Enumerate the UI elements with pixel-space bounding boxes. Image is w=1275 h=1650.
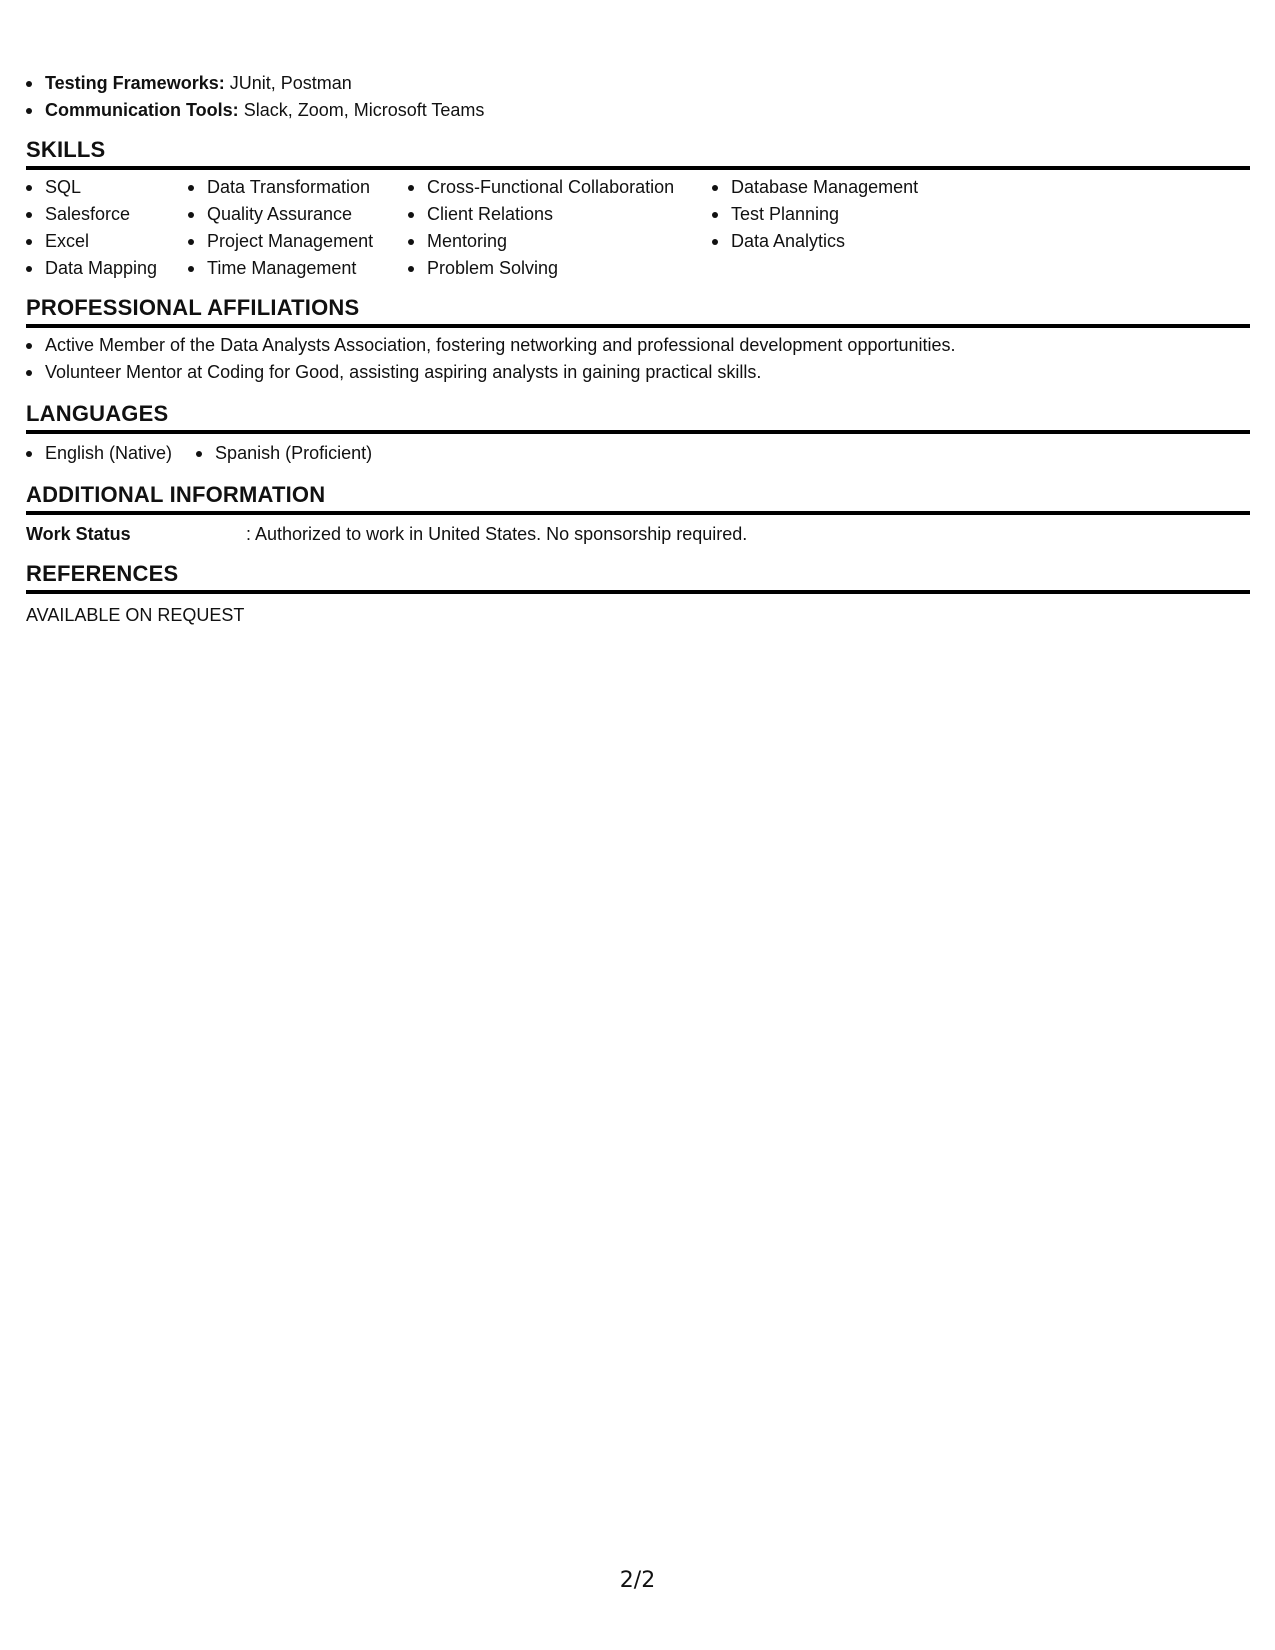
- skill-item: Time Management: [188, 255, 386, 282]
- affiliations-heading: PROFESSIONAL AFFILIATIONS: [26, 294, 1250, 328]
- tools-item-value: JUnit, Postman: [229, 73, 352, 93]
- skill-item: Data Mapping: [26, 255, 166, 282]
- skill-item: Test Planning: [712, 201, 942, 228]
- tools-item-label: Communication Tools:: [45, 100, 239, 120]
- work-status-label: Work Status: [26, 524, 131, 544]
- tools-item-value: Slack, Zoom, Microsoft Teams: [243, 100, 485, 120]
- tools-item-label: Testing Frameworks:: [45, 73, 225, 93]
- skills-column: [188, 174, 386, 282]
- skill-item: Data Transformation: [188, 174, 386, 201]
- work-status-row: [26, 521, 1250, 548]
- tools-item: [26, 70, 1250, 97]
- references-heading: REFERENCES: [26, 560, 1250, 594]
- resume-page: [26, 70, 1250, 629]
- skill-item: Database Management: [712, 174, 942, 201]
- language-item: Spanish (Proficient): [196, 440, 372, 467]
- skill-item: Quality Assurance: [188, 201, 386, 228]
- affiliation-item: Volunteer Mentor at Coding for Good, assisting aspiring analysts in gaining practical skills.: [26, 359, 1250, 386]
- skill-item: Project Management: [188, 228, 386, 255]
- skill-item: Data Analytics: [712, 228, 942, 255]
- affiliation-item: Active Member of the Data Analysts Association, fostering networking and professional development opportunities.: [26, 332, 1250, 359]
- skill-item: Cross-Functional Collaboration: [408, 174, 690, 201]
- skill-item: Client Relations: [408, 201, 690, 228]
- skills-heading: SKILLS: [26, 136, 1250, 170]
- skills-column: [712, 174, 942, 282]
- tools-list: [26, 70, 1250, 124]
- tools-item: [26, 97, 1250, 124]
- affiliations-list: [26, 332, 1250, 386]
- references-text: AVAILABLE ON REQUEST: [26, 605, 245, 625]
- skill-item: Excel: [26, 228, 166, 255]
- work-status-value: : Authorized to work in United States. No sponsorship required.: [246, 524, 748, 544]
- language-item: English (Native): [26, 440, 172, 467]
- skill-item: Mentoring: [408, 228, 690, 255]
- languages-heading: LANGUAGES: [26, 400, 1250, 434]
- languages-list: [26, 440, 1250, 467]
- skills-column: [26, 174, 166, 282]
- skills-grid: [26, 174, 1250, 282]
- skill-item: SQL: [26, 174, 166, 201]
- skill-item: Salesforce: [26, 201, 166, 228]
- skills-column: [408, 174, 690, 282]
- page-number: 2/2: [619, 1568, 656, 1593]
- additional-info-heading: ADDITIONAL INFORMATION: [26, 481, 1250, 515]
- skill-item: Problem Solving: [408, 255, 690, 282]
